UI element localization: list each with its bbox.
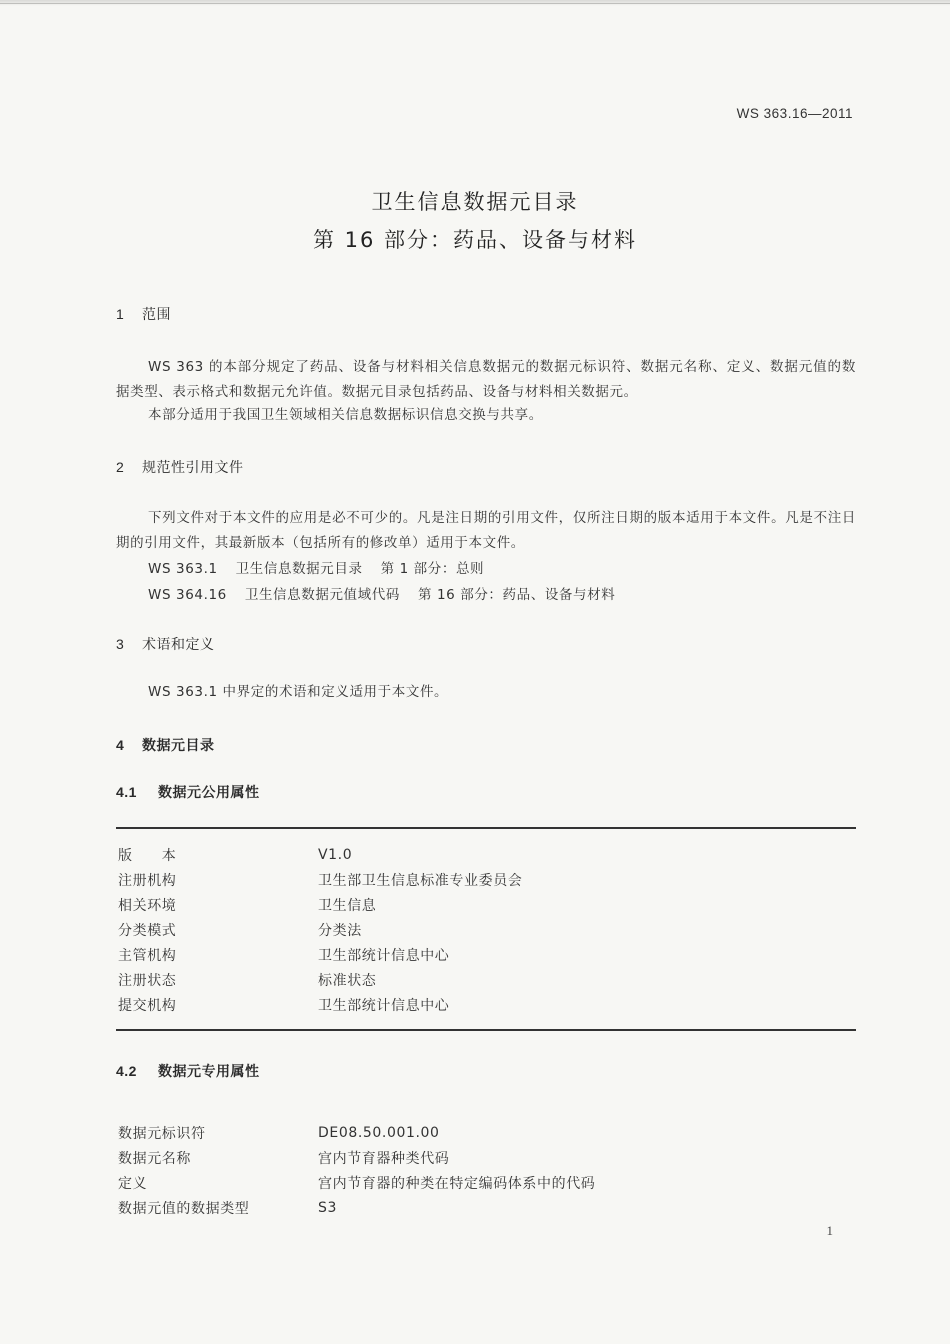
attribute-key: 定义 [118,1175,148,1192]
specific-attributes-table [118,1120,858,1220]
reference-item [148,557,502,577]
paragraph: 下列文件对于本文件的应用是必不可少的。凡是注日期的引用文件，仅所注日期的版本适用于本文件。凡是不注日期的引用文件，其最新版本（包括所有的修改单）适用于本文件。 [116,510,856,551]
reference-title: 卫生信息数据元值域代码 [244,587,400,603]
attribute-value: 标准状态 [318,972,377,989]
section-heading-scope [116,304,171,324]
subsection-heading-specific-attributes [116,1061,260,1081]
table-row [118,942,858,967]
section-title: 规范性引用文件 [142,460,244,476]
page-number: 1 [826,1223,833,1238]
table-row [118,967,858,992]
reference-item [148,583,633,603]
section-number: 4.1 [116,784,137,800]
section-heading-normative-references [116,457,244,477]
attribute-key: 分类模式 [118,922,177,939]
table-row [118,842,858,867]
subsection-heading-common-attributes [116,782,260,802]
table-row [118,1195,858,1220]
table-row [118,1120,858,1145]
document-subtitle: 第 16 部分：药品、设备与材料 [312,228,638,252]
attribute-key: 注册状态 [118,972,177,989]
paragraph: WS 363.1 中界定的术语和定义适用于本文件。 [148,684,449,700]
section-title: 数据元专用属性 [158,1064,260,1080]
section-title: 数据元公用属性 [158,785,260,801]
attribute-value: DE08.50.001.00 [318,1124,440,1141]
scan-line [0,3,950,4]
table-bottom-rule [116,1029,856,1031]
section-number: 2 [116,459,125,475]
section-number: 4.2 [116,1063,137,1079]
table-row [118,1145,858,1170]
table-row [118,867,858,892]
section-title: 范围 [142,307,171,323]
paragraph: WS 363 的本部分规定了药品、设备与材料相关信息数据元的数据元标识符、数据元名称、定义、数据元值的数据类型、表示格式和数据元允许值。数据元目录包括药品、设备与材料相关数据元。 [116,359,856,400]
attribute-value: 分类法 [318,922,362,939]
attribute-key: 主管机构 [118,947,177,964]
section-number: 4 [116,737,125,753]
section-heading-catalog [116,735,215,755]
attribute-value: 卫生部卫生信息标准专业委员会 [318,872,523,889]
table-row [118,1170,858,1195]
reference-title: 卫生信息数据元目录 [235,561,363,577]
table-row [118,917,858,942]
standard-code: WS 363.16—2011 [736,106,853,121]
attribute-value: S3 [318,1199,337,1216]
section-heading-terms [116,634,215,654]
attribute-key: 数据元标识符 [118,1125,206,1142]
attribute-value: 卫生信息 [318,897,377,914]
document-title: 卫生信息数据元目录 [371,190,579,214]
reference-code: WS 364.16 [148,587,227,603]
section-title: 数据元目录 [142,738,215,754]
table-row [118,992,858,1017]
reference-code: WS 363.1 [148,561,218,577]
attribute-key: 相关环境 [118,897,177,914]
attribute-key: 提交机构 [118,997,177,1014]
section-title: 术语和定义 [142,637,215,653]
reference-part: 第 1 部分：总则 [380,561,485,577]
attribute-key: 版 本 [118,847,177,864]
attribute-value: 宫内节育器的种类在特定编码体系中的代码 [318,1175,596,1192]
table-row [118,892,858,917]
attribute-key: 数据元值的数据类型 [118,1200,250,1217]
attribute-value: 卫生部统计信息中心 [318,997,450,1014]
section-number: 3 [116,636,125,652]
paragraph: 本部分适用于我国卫生领域相关信息数据标识信息交换与共享。 [148,407,543,423]
table-top-rule [116,827,856,829]
attribute-value: 宫内节育器种类代码 [318,1150,450,1167]
attribute-key: 数据元名称 [118,1150,191,1167]
attribute-value: V1.0 [318,846,353,863]
common-attributes-table [118,842,858,1017]
section-number: 1 [116,306,125,322]
attribute-key: 注册机构 [118,872,177,889]
reference-part: 第 16 部分：药品、设备与材料 [417,587,616,603]
attribute-value: 卫生部统计信息中心 [318,947,450,964]
